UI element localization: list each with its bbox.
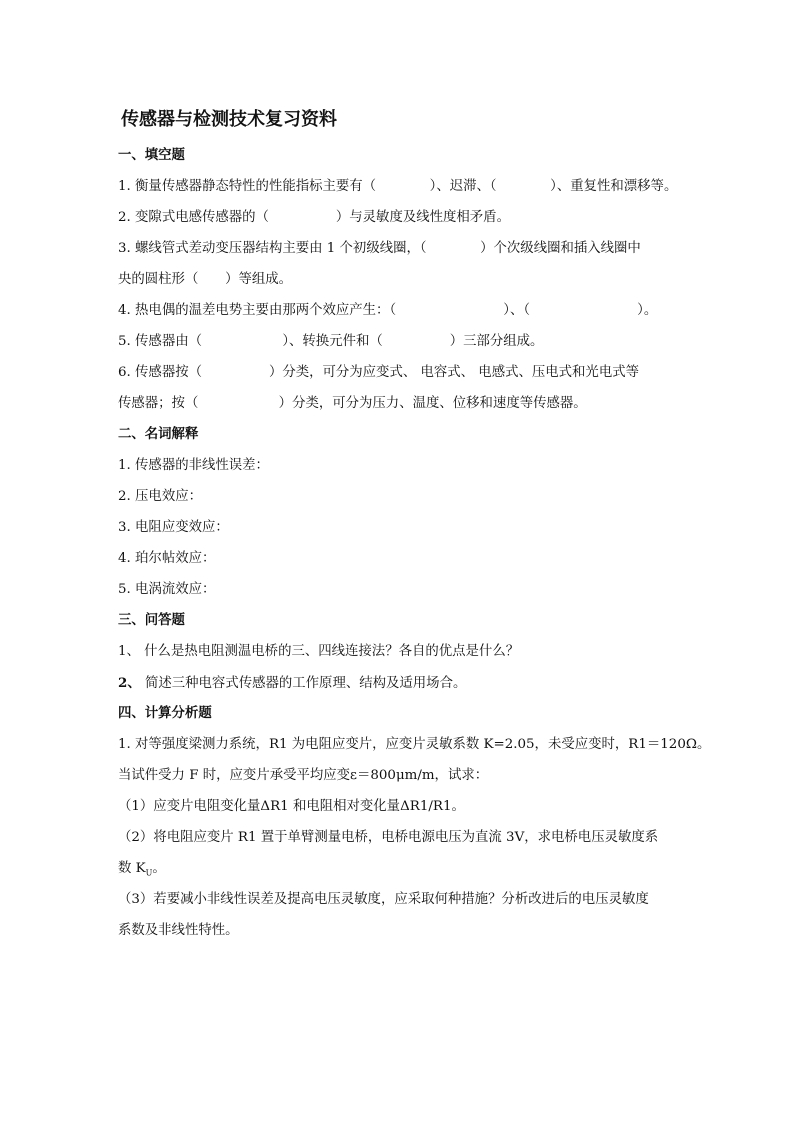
question-line: 1. 对等强度梁测力系统，R1 为电阻应变片，应变片灵敏系数 K=2.05，未受应变时，R1＝120Ω。	[118, 737, 711, 752]
question-line: 传感器；按（ ）分类，可分为压力、温度、位移和速度等传感器。	[118, 396, 587, 411]
ku-suffix: 。	[152, 861, 166, 876]
ku-subscript: U	[145, 868, 153, 878]
question-line: （2）将电阻应变片 R1 置于单臂测量电桥，电桥电源电压为直流 3V，求电桥电压灵敏度系	[118, 830, 659, 845]
section-heading-calculation: 四、计算分析题	[118, 706, 212, 721]
section-heading-fill-blank: 一、填空题	[118, 148, 185, 163]
question-line: 3. 电阻应变效应：	[118, 520, 229, 535]
question-line: 5. 传感器由（ ）、转换元件和（ ）三部分组成。	[118, 334, 544, 349]
question-line: 央的圆柱形（ ）等组成。	[118, 272, 293, 287]
question-line: 4. 珀尔帖效应：	[118, 551, 216, 566]
question-line: 3. 螺线管式差动变压器结构主要由 1 个初级线圈，（ ）个次级线圈和插入线圈中	[118, 241, 641, 256]
question-line: 4. 热电偶的温差电势主要由那两个效应产生：（ ）、（ ）。	[118, 303, 658, 318]
question-line: 2. 变隙式电感传感器的（ ）与灵敏度及线性度相矛盾。	[118, 210, 510, 225]
question-number: 2、	[118, 675, 141, 691]
question-line: 1、 什么是热电阻测温电桥的三、四线连接法？各自的优点是什么？	[118, 644, 520, 659]
question-line: 系数及非线性特性。	[118, 923, 239, 938]
question-text: 简述三种电容式传感器的工作原理、结构及适用场合。	[140, 676, 467, 691]
section-heading-definitions: 二、名词解释	[118, 427, 199, 442]
question-line: （3）若要减小非线性误差及提高电压灵敏度，应采取何种措施？分析改进后的电压灵敏度	[118, 892, 649, 907]
question-line	[118, 674, 466, 693]
question-line: 1. 衡量传感器静态特性的性能指标主要有（ ）、迟滞、（ ）、重复性和漂移等。	[118, 179, 678, 194]
question-line: 6. 传感器按（ ）分类，可分为应变式、 电容式、 电感式、压电式和光电式等	[118, 365, 639, 380]
question-line: 5. 电涡流效应：	[118, 582, 216, 597]
question-line: 2. 压电效应：	[118, 489, 202, 504]
question-line: 当试件受力 F 时，应变片承受平均应变ε＝800μm/m，试求：	[118, 768, 489, 783]
page-title: 传感器与检测技术复习资料	[121, 109, 337, 130]
question-line: 1. 传感器的非线性误差：	[118, 458, 269, 473]
question-line	[118, 860, 166, 883]
ku-prefix: 数 K	[118, 861, 146, 876]
question-line: （1）应变片电阻变化量ΔR1 和电阻相对变化量ΔR1/R1。	[118, 799, 465, 814]
section-heading-short-answer: 三、问答题	[118, 613, 185, 628]
